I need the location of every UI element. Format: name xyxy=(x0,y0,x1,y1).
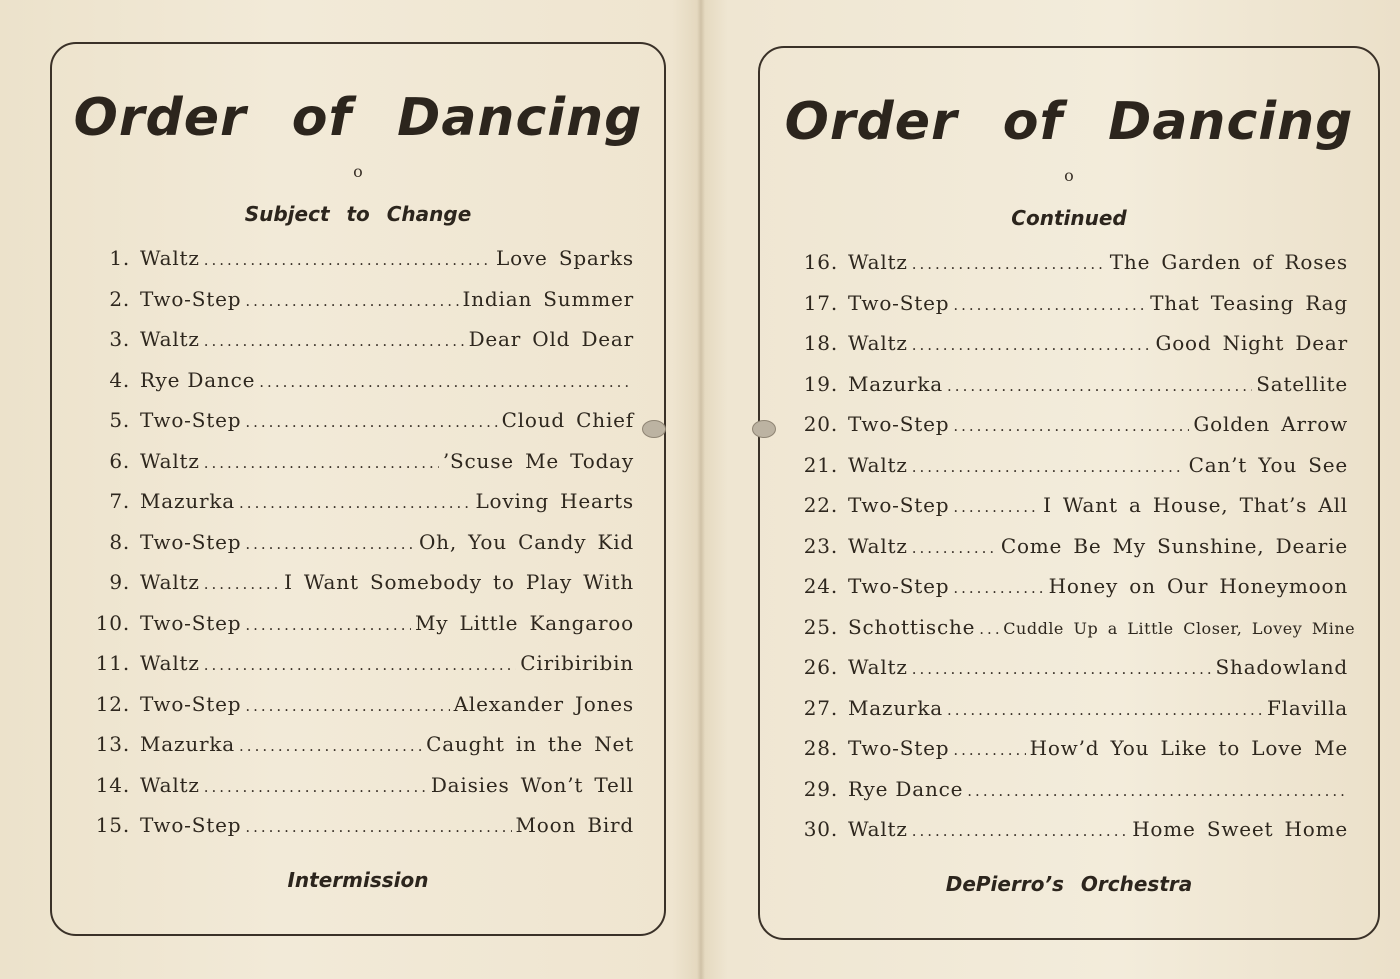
dance-type: Mazurka xyxy=(848,695,944,720)
page-title: Order of Dancing xyxy=(73,88,643,148)
dot-leader xyxy=(953,579,1044,597)
dance-entry xyxy=(84,368,634,409)
dance-entry xyxy=(84,813,634,854)
entry-number: 2. xyxy=(109,286,130,311)
entry-number: 13. xyxy=(95,732,130,756)
dot-leader xyxy=(204,332,465,350)
dance-entry xyxy=(792,777,1348,818)
dot-leader xyxy=(245,616,411,634)
dance-type: Waltz xyxy=(848,250,908,274)
dance-type: Waltz xyxy=(848,533,908,558)
entry-number: 22. xyxy=(803,493,838,517)
dance-type: Two-Step xyxy=(140,813,242,837)
dance-type: Two-Step xyxy=(140,691,242,716)
dance-entry xyxy=(792,331,1348,372)
entry-number: 19. xyxy=(803,371,838,396)
dot-leader xyxy=(912,822,1128,840)
dot-leader xyxy=(204,778,427,796)
dance-type: Mazurka xyxy=(140,489,236,513)
entry-number: 24. xyxy=(803,574,838,598)
entry-number: 8. xyxy=(109,529,130,554)
right-page xyxy=(758,46,1380,940)
binding-hole-left xyxy=(642,420,666,438)
dance-entry xyxy=(84,773,634,814)
dance-type: Two-Step xyxy=(848,290,950,315)
dance-type: Two-Step xyxy=(848,736,950,760)
page-title: Order of Dancing xyxy=(784,92,1354,152)
song-title: Oh, You Candy Kid xyxy=(418,529,634,554)
song-title: Loving Hearts xyxy=(475,489,634,513)
dot-leader xyxy=(204,251,492,269)
entry-number: 7. xyxy=(109,489,130,513)
song-title: Caught in the Net xyxy=(426,732,634,756)
dance-entry xyxy=(792,534,1348,575)
dot-leader xyxy=(953,296,1146,314)
dance-type: Two-Step xyxy=(848,493,950,517)
dance-type: Two-Step xyxy=(848,412,950,436)
dot-leader xyxy=(245,697,449,715)
dance-entry xyxy=(792,736,1348,777)
song-title: I Want a House, That’s All xyxy=(1043,493,1348,517)
page-footer: DePierro’s Orchestra xyxy=(945,872,1193,896)
dance-entry xyxy=(84,489,634,530)
song-title: Satellite xyxy=(1256,371,1348,396)
dance-entry xyxy=(84,651,634,692)
dance-type: Waltz xyxy=(140,570,200,594)
song-title: I Want Somebody to Play With xyxy=(284,570,634,594)
entry-number: 16. xyxy=(803,250,838,274)
dance-entry xyxy=(792,291,1348,332)
song-title: Dear Old Dear xyxy=(468,327,634,351)
song-title: Good Night Dear xyxy=(1155,331,1348,355)
dot-leader xyxy=(953,498,1039,516)
dot-leader xyxy=(239,494,471,512)
entry-number: 15. xyxy=(95,813,130,837)
binding-hole-right xyxy=(752,420,776,438)
entry-number: 17. xyxy=(803,290,838,315)
dot-leader xyxy=(245,535,415,553)
dot-leader xyxy=(259,373,630,391)
entry-number: 23. xyxy=(803,533,838,558)
entry-number: 5. xyxy=(109,408,130,432)
song-title: Ciribiribin xyxy=(520,651,634,675)
entry-number: 28. xyxy=(803,736,838,760)
entry-number: 18. xyxy=(803,331,838,355)
dance-entry xyxy=(84,246,634,287)
dance-type: Mazurka xyxy=(140,732,236,756)
dance-entry xyxy=(84,287,634,328)
song-title: Daisies Won’t Tell xyxy=(430,772,634,797)
entry-number: 12. xyxy=(95,691,130,716)
dance-entry xyxy=(792,412,1348,453)
dot-leader xyxy=(245,413,497,431)
dance-entry xyxy=(792,574,1348,615)
song-title: My Little Kangaroo xyxy=(415,610,634,635)
entry-number: 6. xyxy=(109,448,130,473)
dance-entry xyxy=(792,655,1348,696)
song-title: Can’t You See xyxy=(1188,452,1348,477)
center-fold xyxy=(697,0,705,979)
dance-type: Waltz xyxy=(848,655,908,679)
dance-type: Waltz xyxy=(140,772,200,797)
dot-leader xyxy=(953,741,1025,759)
song-title: Flavilla xyxy=(1266,695,1348,720)
dance-type: Schottische xyxy=(848,614,976,639)
entry-number: 1. xyxy=(109,246,130,270)
dance-entry xyxy=(792,453,1348,494)
song-title: Cuddle Up a Little Closer, Lovey Mine xyxy=(1003,618,1356,638)
song-title: Come Be My Sunshine, Dearie xyxy=(1000,533,1348,558)
song-title: Alexander Jones xyxy=(453,691,634,716)
entry-number: 3. xyxy=(109,327,130,351)
dot-leader xyxy=(947,377,1252,395)
dance-type: Waltz xyxy=(140,246,200,270)
dance-type: Two-Step xyxy=(848,574,950,598)
dance-entry xyxy=(792,817,1348,858)
dot-leader xyxy=(245,292,458,310)
dance-type: Waltz xyxy=(140,327,200,351)
entry-number: 4. xyxy=(109,367,130,392)
entry-number: 25. xyxy=(803,614,838,639)
song-title: That Teasing Rag xyxy=(1150,290,1348,315)
dance-type: Two-Step xyxy=(140,610,242,635)
song-title: Moon Bird xyxy=(515,813,634,837)
dance-type: Waltz xyxy=(140,448,200,473)
left-page xyxy=(50,42,666,936)
ornament: o xyxy=(353,162,363,181)
dance-entry xyxy=(792,250,1348,291)
song-title: Shadowland xyxy=(1215,655,1348,679)
song-title: Golden Arrow xyxy=(1193,412,1348,436)
dot-leader xyxy=(912,336,1152,354)
dance-entry xyxy=(84,408,634,449)
dot-leader xyxy=(912,660,1212,678)
song-title: How’d You Like to Love Me xyxy=(1029,736,1348,760)
page-subtitle: Subject to Change xyxy=(244,202,472,226)
dance-list xyxy=(84,246,634,854)
dot-leader xyxy=(967,782,1344,800)
dance-entry xyxy=(84,530,634,571)
dance-entry xyxy=(792,372,1348,413)
dance-type: Rye Dance xyxy=(140,367,256,392)
dot-leader xyxy=(245,818,511,836)
dot-leader xyxy=(204,454,439,472)
entry-number: 26. xyxy=(803,655,838,679)
dance-entry xyxy=(84,570,634,611)
dance-entry xyxy=(84,611,634,652)
dot-leader xyxy=(947,701,1263,719)
song-title: Love Sparks xyxy=(496,246,634,270)
dance-type: Two-Step xyxy=(140,529,242,554)
entry-number: 20. xyxy=(803,412,838,436)
song-title: ’Scuse Me Today xyxy=(442,448,634,473)
dance-entry xyxy=(792,493,1348,534)
entry-number: 14. xyxy=(95,772,130,797)
entry-number: 11. xyxy=(95,651,130,675)
entry-number: 9. xyxy=(109,570,130,594)
dot-leader xyxy=(204,656,517,674)
dance-type: Waltz xyxy=(140,651,200,675)
entry-number: 29. xyxy=(803,776,838,801)
dance-type: Two-Step xyxy=(140,286,242,311)
ornament: o xyxy=(1064,166,1074,185)
dot-leader xyxy=(239,737,422,755)
entry-number: 27. xyxy=(803,695,838,720)
dance-type: Two-Step xyxy=(140,408,242,432)
song-title: Cloud Chief xyxy=(501,408,634,432)
song-title: Honey on Our Honeymoon xyxy=(1048,574,1348,598)
dance-list xyxy=(792,250,1356,858)
dot-leader xyxy=(979,620,999,638)
entry-number: 21. xyxy=(803,452,838,477)
dot-leader xyxy=(912,458,1185,476)
dance-entry xyxy=(84,732,634,773)
dance-entry xyxy=(84,327,634,368)
dance-type: Mazurka xyxy=(848,371,944,396)
entry-number: 30. xyxy=(803,817,838,841)
dot-leader xyxy=(912,539,997,557)
dance-type: Waltz xyxy=(848,331,908,355)
dance-entry xyxy=(84,449,634,490)
entry-number: 10. xyxy=(95,610,130,635)
dance-entry xyxy=(792,696,1348,737)
dance-entry xyxy=(84,692,634,733)
dance-type: Rye Dance xyxy=(848,776,964,801)
dance-entry xyxy=(792,614,1356,656)
dot-leader xyxy=(953,417,1189,435)
dot-leader xyxy=(912,255,1106,273)
dance-type: Waltz xyxy=(848,817,908,841)
song-title: Indian Summer xyxy=(462,286,634,311)
song-title: Home Sweet Home xyxy=(1132,817,1348,841)
dance-type: Waltz xyxy=(848,452,908,477)
page-footer: Intermission xyxy=(287,868,429,892)
page-subtitle: Continued xyxy=(1011,206,1127,230)
dot-leader xyxy=(204,575,280,593)
song-title: The Garden of Roses xyxy=(1109,250,1348,274)
